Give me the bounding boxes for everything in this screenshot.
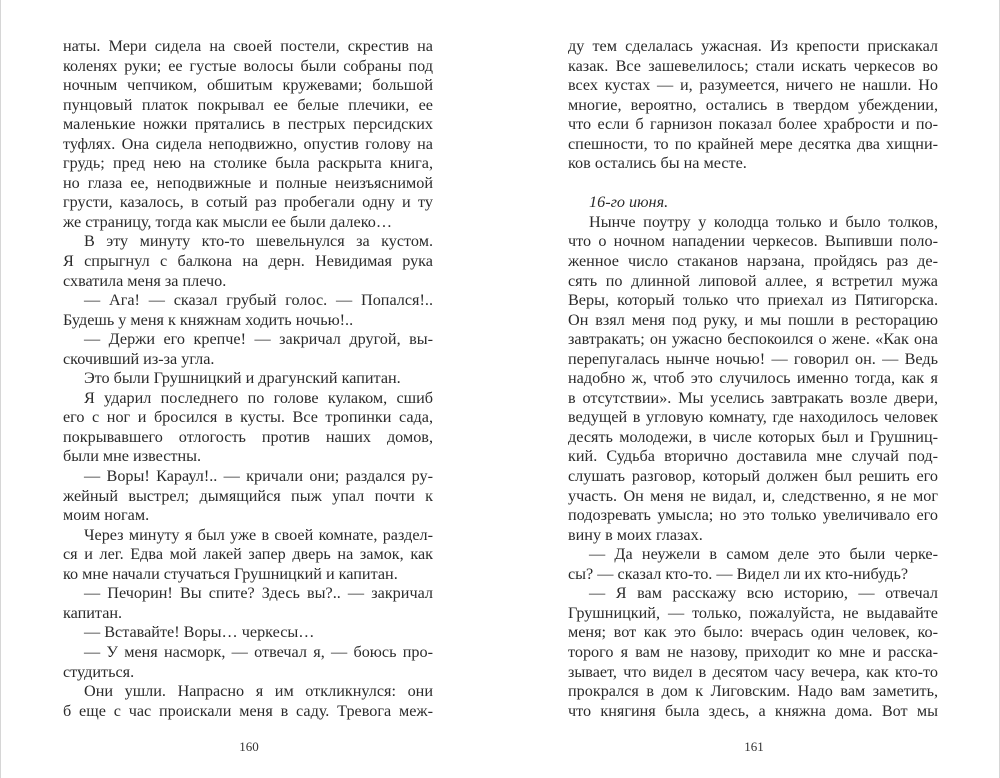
- text-line: — Печорин! Вы спите? Здесь вы?.. — закричал: [84, 584, 433, 603]
- left-page-text: [63, 37, 433, 721]
- text-line: кий. Судьба вторично доставила мне случай под-: [568, 447, 938, 466]
- text-line: схватила меня за плечо.: [63, 271, 227, 290]
- text-line: что о ночном нападении черкесов. Выпивши поло-: [568, 232, 938, 251]
- text-line: — Я вам расскажу всю историю, — отвечал: [589, 584, 938, 603]
- text-line: в отсутствии». Мы уселись завтракать возле двери,: [568, 388, 938, 407]
- page-number-left: 160: [239, 739, 259, 754]
- text-line: б еще с час проискали меня в саду. Тревога меж-: [63, 701, 433, 720]
- text-line: коленях руки; ее густые волосы были собраны под: [63, 56, 433, 75]
- text-line: десять молодежи, в числе которых был и Грушниц-: [568, 427, 938, 446]
- text-line: Я ударил последнего по голове кулаком, сшиб: [84, 388, 433, 407]
- text-line: студиться.: [63, 662, 135, 681]
- text-line: ведущей в угловую комнату, где находилось человек: [568, 408, 938, 427]
- text-line: — Держи его крепче! — закричал другой, вы-: [84, 330, 433, 349]
- text-line: спешности, то по крайней мере десятка два хищни-: [568, 134, 938, 153]
- text-line: были мне известны.: [63, 447, 202, 466]
- text-line: В эту минуту кто-то шевельнулся за кустом.: [84, 232, 433, 251]
- text-line: маленькие ножки прятались в пестрых персидских: [63, 115, 433, 134]
- text-line: — У меня насморк, — отвечал я, — боюсь про-: [84, 642, 433, 661]
- text-line: меня; вот как это было: вчерась один человек, ко-: [568, 623, 938, 642]
- text-line: многие, вероятно, остались в твердом убеждении,: [568, 95, 938, 114]
- text-line: прокрался в дом к Лиговским. Надо вам заметить,: [568, 682, 938, 701]
- text-line: пунцовый платок покрывал ее белые плечики, ее: [63, 95, 433, 114]
- text-line: Они ушли. Напрасно я им откликнулся: они: [84, 682, 433, 701]
- text-line: скочивший из-за угла.: [63, 349, 215, 368]
- text-line: — Воры! Караул!.. — кричали они; раздался ру-: [84, 467, 433, 486]
- text-line: капитан.: [63, 603, 123, 622]
- text-line: участь. Он меня не видал, и, следственно, я не мог: [568, 486, 938, 505]
- text-line: что если б гарнизон показал более храбрости и по-: [568, 115, 938, 134]
- text-line: — Вставайте! Воры… черкесы…: [84, 623, 315, 642]
- text-line: казак. Все зашевелилось; стали искать черкесов во: [568, 56, 938, 75]
- text-line: подозревать умысла; но это только увеличивало его: [568, 506, 938, 525]
- text-line: надобно ж, чтоб это случилось именно тогда, как я: [568, 369, 938, 388]
- text-line: перепугалась нынче ночью! — говорил он. — Ведь: [568, 349, 938, 368]
- text-line: Нынче поутру у колодца только и было толков,: [589, 212, 938, 231]
- text-line: Он взял меня под руку, и мы пошли в ресторацию: [568, 310, 938, 329]
- diary-date-heading: 16-го июня.: [589, 193, 669, 212]
- text-line: сы? — сказал кто-то. — Видел ли их кто-нибудь?: [568, 564, 909, 583]
- text-line: ко мне начали стучаться Грушницкий и капитан.: [63, 564, 398, 583]
- text-line: Это были Грушницкий и драгунский капитан.: [84, 369, 401, 388]
- text-line: Через минуту я был уже в своей комнате, раздел-: [84, 525, 433, 544]
- text-line: ков остались бы на месте.: [568, 154, 747, 173]
- text-line: Веры, который только что приехал из Пятигорска.: [568, 291, 938, 310]
- page-number-right: 161: [744, 739, 764, 754]
- text-line: женное число стаканов нарзана, пройдясь раз де-: [568, 252, 938, 271]
- text-line: моим ногам.: [63, 506, 150, 525]
- text-line: вину в моих глазах.: [568, 525, 703, 544]
- text-line: Будешь у меня к княжнам ходить ночью!..: [63, 310, 354, 329]
- text-line: его с ног и бросился в кусты. Все тропинки сада,: [63, 408, 433, 427]
- text-line: ся и лег. Едва мой лакей запер дверь на замок, как: [63, 545, 433, 564]
- text-line: грусти, казалось, в сотый раз пробегали одну и ту: [63, 193, 433, 212]
- text-line: — Ага! — сказал грубый голос. — Попался!..: [84, 291, 433, 310]
- text-line: Грушницкий, — только, пожалуйста, не выдавайте: [568, 603, 938, 622]
- text-line: всех кустах — и, разумеется, ничего не нашли. Но: [568, 76, 938, 95]
- text-line: — Да неужели в самом деле это были черке-: [589, 545, 938, 564]
- text-line: что княгиня была здесь, а княжна дома. Вот мы: [568, 701, 938, 720]
- text-line: Я спрыгнул с балкона на дерн. Невидимая рука: [63, 252, 433, 271]
- section-gap: [568, 174, 938, 194]
- text-line: же страницу, тогда как мысли ее были далеко…: [63, 212, 393, 231]
- text-line: жейный выстрел; дымящийся пыж упал почти к: [63, 486, 433, 505]
- text-line: зывает, что видел в десятом часу вечера, как кто-то: [568, 662, 938, 681]
- text-line: грудь; пред нею на столике была раскрыта книга,: [63, 154, 433, 173]
- text-line: ду тем сделалась ужасная. Из крепости прискакал: [568, 37, 938, 55]
- text-line: сять по длинной липовой аллее, я встретил мужа: [568, 271, 938, 290]
- text-line: ночным чепчиком, обшитым кружевами; большой: [63, 76, 433, 95]
- text-line: но глаза ее, неподвижные и полные неизъяснимой: [63, 173, 433, 192]
- right-page-text: [568, 37, 938, 721]
- text-line: наты. Мери сидела на своей постели, скрестив на: [63, 37, 433, 55]
- text-line: туфлях. Она сидела неподвижно, опустив голову на: [63, 134, 433, 153]
- text-line: слушать разговор, который должен был решить его: [568, 467, 938, 486]
- text-line: торого я вам не назову, приходит ко мне и расска-: [568, 642, 938, 661]
- text-line: покрывавшего отлогость против наших домов,: [63, 427, 433, 446]
- text-line: завтракать; он ужасно беспокоился о жене. «Как она: [568, 330, 938, 349]
